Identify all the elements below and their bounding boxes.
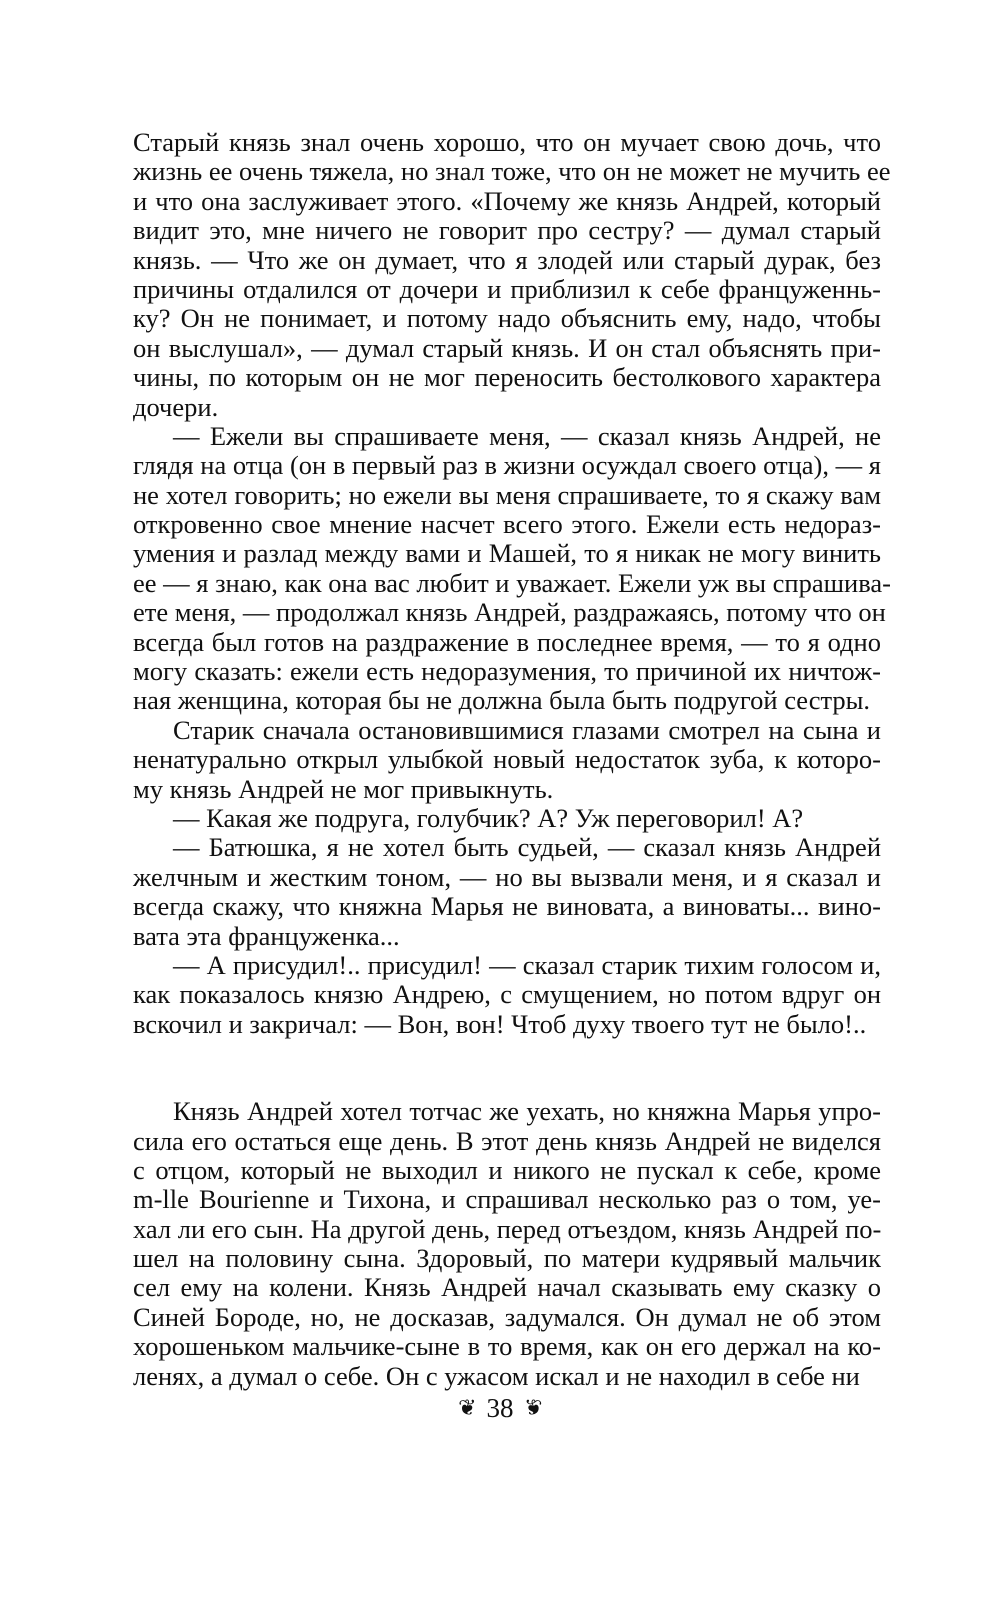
text-line: жизнь ее очень тяжела, но знал тоже, что он не может не мучить ее [133,156,891,187]
paragraph [133,716,881,804]
text-line: хорошеньком мальчике-сыне в то время, как он его держал на ко- [133,1331,881,1362]
text-line: хал ли его сын. На другой день, перед отъездом, князь Андрей по- [133,1213,882,1244]
text-line: ете меня, — продолжал князь Андрей, раздражаясь, потому что он [133,597,886,628]
text-line: ленях, а думал о себе. Он с ужасом искал и не находил в себе ни [133,1360,860,1391]
text-line: вскочил и закричал: — Вон, вон! Чтоб духу твоего тут не было!.. [133,1008,867,1039]
text-line: видит это, мне ничего не говорит про сестру? — думал старый [133,215,881,246]
text-line: му князь Андрей не мог привыкнуть. [133,773,554,804]
page-number: 38 [486,1393,514,1423]
text-line: и что она заслуживает этого. «Почему же князь Андрей, который [133,185,881,216]
text-line: шел на половину сына. Здоровый, по матери кудрявый мальчик [133,1243,881,1274]
text-line: Старик сначала остановившимися глазами смотрел на сына и [173,714,881,745]
text-line: — А присудил!.. присудил! — сказал старик тихим голосом и, [173,949,881,980]
text-line: чины, по которым он не мог переносить бестолкового характера [133,362,881,393]
text-line: причины отдалился от дочери и приблизил к себе француженнь- [133,273,881,304]
text-line: как показалось князю Андрею, с смущением, но потом вдруг он [133,979,881,1010]
text-line: не хотел говорить; но ежели вы меня спрашиваете, то я скажу вам [133,479,881,510]
text-line: сел ему на колени. Князь Андрей начал сказывать ему сказку о [133,1272,881,1303]
paragraph [133,951,881,1039]
text-line: m-lle Bourienne и Тихона, и спрашивал несколько раз о том, уе- [133,1184,881,1215]
text-line: желчным и жестким тоном, — но вы вызвали меня, и я сказал и [133,861,881,892]
text-line: ку? Он не понимает, и потому надо объяснить ему, надо, чтобы [133,303,881,334]
section-break [133,1039,881,1097]
text-line: всегда был готов на раздражение в последнее время, — то я одно [133,626,881,657]
text-line: князь. — Что же он думает, что я злодей или старый дурак, без [133,244,881,275]
text-line: ее — я знаю, как она вас любит и уважает. Ежели уж вы спрашива- [133,567,891,598]
text-line: вата эта француженка... [133,920,400,951]
text-line: дочери. [133,391,219,422]
paragraph [133,833,881,951]
text-line: Князь Андрей хотел тотчас же уехать, но княжна Марья упро- [173,1096,881,1127]
text-line: могу сказать: ежели есть недоразумения, то причиной их ничтож- [133,656,881,687]
text-line: всегда скажу, что княжна Марья не виновата, а виноваты... вино- [133,891,881,922]
text-line: ненатурально открыл улыбкой новый недостаток зуба, к которо- [133,744,881,775]
paragraph [133,804,881,833]
paragraph [133,420,891,716]
text-line: Старый князь знал очень хорошо, что он мучает свою дочь, что [133,127,881,157]
text-line: с отцом, который не выходил и никого не пускал к себе, кроме [133,1154,881,1185]
page-body [133,127,891,1391]
page-footer [0,1393,1000,1424]
text-line: откровенно свое мнение насчет всего этого. Ежели есть недораз- [133,509,881,540]
paragraph [133,1097,881,1391]
text-line: ная женщина, которая бы не должна была быть подругой сестры. [133,685,871,716]
text-line: Синей Бороде, но, не досказав, задумался. Он думал не об этом [133,1301,881,1332]
text-line: — Ежели вы спрашиваете меня, — сказал князь Андрей, не [173,420,881,451]
text-line: умения и разлад между вами и Машей, то я никак не могу винить [133,538,881,569]
text-line: глядя на отца (он в первый раз в жизни осуждал своего отца), — я [133,450,881,481]
text-line: — Батюшка, я не хотел быть судьей, — сказал князь Андрей [173,832,881,863]
paragraph [133,127,891,422]
text-line: он выслушал», — думал старый князь. И он стал объяснять при- [133,332,881,363]
ornament-left-icon: ❦ [458,1395,477,1420]
text-line: — Какая же подруга, голубчик? А? Уж переговорил! А? [173,802,804,833]
text-line: сила его остаться еще день. В этот день князь Андрей не виделся [133,1125,881,1156]
ornament-right-icon: ❦ [523,1395,542,1420]
